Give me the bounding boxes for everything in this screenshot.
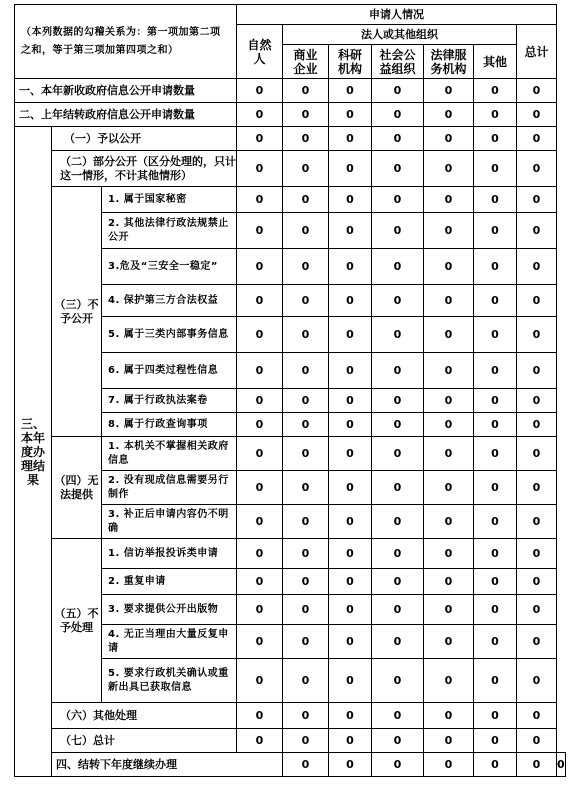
value-cell: 0	[283, 187, 329, 213]
value-cell: 0	[474, 505, 517, 539]
value-cell: 0	[329, 353, 372, 389]
natural-person-header: 自然人	[237, 25, 283, 79]
value-cell: 0	[517, 317, 557, 353]
row-label: 7. 属于行政执法案卷	[102, 389, 237, 413]
value-cell: 0	[237, 151, 283, 187]
value-cell: 0	[517, 413, 557, 437]
value-cell: 0	[329, 659, 372, 703]
value-cell: 0	[424, 437, 474, 471]
value-cell: 0	[329, 471, 372, 505]
value-cell: 0	[283, 79, 329, 103]
value-cell: 0	[283, 285, 329, 317]
value-cell: 0	[372, 353, 424, 389]
value-cell: 0	[329, 127, 372, 151]
value-cell: 0	[424, 625, 474, 659]
value-cell: 0	[283, 703, 329, 729]
row-label: 8. 属于行政查询事项	[102, 413, 237, 437]
value-cell: 0	[372, 659, 424, 703]
value-cell: 0	[474, 569, 517, 595]
value-cell: 0	[372, 389, 424, 413]
value-cell: 0	[372, 249, 424, 285]
row-label: 3. 要求提供公开出版物	[102, 595, 237, 625]
value-cell: 0	[283, 103, 329, 127]
value-cell: 0	[329, 625, 372, 659]
value-cell: 0	[474, 353, 517, 389]
value-cell: 0	[329, 413, 372, 437]
row-label: 2. 其他法律行政法规禁止公开	[102, 213, 237, 249]
value-cell: 0	[237, 539, 283, 569]
value-cell: 0	[517, 103, 557, 127]
row-label: 5. 属于三类内部事务信息	[102, 317, 237, 353]
value-cell: 0	[237, 729, 283, 753]
value-cell: 0	[424, 249, 474, 285]
value-cell: 0	[329, 595, 372, 625]
value-cell: 0	[474, 127, 517, 151]
value-cell: 0	[424, 539, 474, 569]
value-cell: 0	[517, 753, 557, 777]
value-cell: 0	[329, 753, 372, 777]
value-cell: 0	[424, 595, 474, 625]
row-label: 4. 无正当理由大量反复申请	[102, 625, 237, 659]
value-cell: 0	[517, 471, 557, 505]
value-cell: 0	[237, 389, 283, 413]
value-cell: 0	[517, 187, 557, 213]
value-cell: 0	[283, 471, 329, 505]
value-cell: 0	[237, 437, 283, 471]
value-cell: 0	[329, 317, 372, 353]
row-label: 二、上年结转政府信息公开申请数量	[15, 103, 237, 127]
value-cell: 0	[424, 569, 474, 595]
value-cell: 0	[283, 505, 329, 539]
value-cell: 0	[424, 151, 474, 187]
value-cell: 0	[237, 625, 283, 659]
row-label: 一、本年新收政府信息公开申请数量	[15, 79, 237, 103]
value-cell: 0	[283, 659, 329, 703]
row-label: 3.危及“三安全一稳定”	[102, 249, 237, 285]
value-cell: 0	[237, 569, 283, 595]
value-cell: 0	[474, 625, 517, 659]
value-cell: 0	[237, 595, 283, 625]
value-cell: 0	[474, 595, 517, 625]
header-note: （本列数据的勾稽关系为：第一项加第二项之和，等于第三项加第四项之和）	[15, 5, 237, 79]
gov-info-disclosure-table	[14, 4, 566, 777]
value-cell: 0	[424, 505, 474, 539]
value-cell: 0	[474, 539, 517, 569]
value-cell: 0	[424, 413, 474, 437]
value-cell: 0	[237, 79, 283, 103]
value-cell: 0	[372, 729, 424, 753]
row-label: （七）总计	[52, 729, 237, 753]
value-cell: 0	[372, 595, 424, 625]
value-cell: 0	[474, 753, 517, 777]
value-cell: 0	[424, 389, 474, 413]
value-cell: 0	[329, 539, 372, 569]
value-cell: 0	[424, 729, 474, 753]
value-cell: 0	[283, 595, 329, 625]
row-label: 四、结转下年度继续办理	[52, 753, 283, 777]
value-cell: 0	[329, 703, 372, 729]
value-cell: 0	[517, 625, 557, 659]
commercial-header: 商业企业	[283, 45, 329, 79]
value-cell: 0	[372, 505, 424, 539]
value-cell: 0	[283, 213, 329, 249]
value-cell: 0	[283, 753, 329, 777]
value-cell: 0	[474, 317, 517, 353]
row-label: 1. 信访举报投诉类申请	[102, 539, 237, 569]
value-cell: 0	[237, 317, 283, 353]
value-cell: 0	[424, 753, 474, 777]
value-cell: 0	[372, 213, 424, 249]
value-cell: 0	[372, 127, 424, 151]
value-cell: 0	[517, 79, 557, 103]
value-cell: 0	[517, 729, 557, 753]
value-cell: 0	[329, 285, 372, 317]
row-label: 6. 属于四类过程性信息	[102, 353, 237, 389]
row-label: 2. 没有现成信息需要另行制作	[102, 471, 237, 505]
value-cell: 0	[283, 437, 329, 471]
value-cell: 0	[237, 703, 283, 729]
value-cell: 0	[474, 729, 517, 753]
value-cell: 0	[517, 389, 557, 413]
value-cell: 0	[424, 79, 474, 103]
value-cell: 0	[283, 539, 329, 569]
value-cell: 0	[237, 103, 283, 127]
value-cell: 0	[237, 505, 283, 539]
legal-service-header: 法律服务机构	[424, 45, 474, 79]
value-cell: 0	[557, 753, 566, 777]
value-cell: 0	[517, 703, 557, 729]
value-cell: 0	[372, 437, 424, 471]
value-cell: 0	[424, 285, 474, 317]
row-label: （六）其他处理	[52, 703, 237, 729]
value-cell: 0	[474, 659, 517, 703]
value-cell: 0	[372, 413, 424, 437]
value-cell: 0	[237, 213, 283, 249]
value-cell: 0	[329, 187, 372, 213]
value-cell: 0	[474, 413, 517, 437]
legal-group-header: 法人或其他组织	[283, 25, 517, 45]
value-cell: 0	[329, 389, 372, 413]
value-cell: 0	[474, 703, 517, 729]
value-cell: 0	[329, 79, 372, 103]
row-label: 1. 本机关不掌握相关政府信息	[102, 437, 237, 471]
value-cell: 0	[424, 213, 474, 249]
value-cell: 0	[372, 569, 424, 595]
value-cell: 0	[517, 437, 557, 471]
value-cell: 0	[237, 413, 283, 437]
value-cell: 0	[237, 249, 283, 285]
applicant-header: 申请人情况	[237, 5, 557, 25]
value-cell: 0	[424, 703, 474, 729]
value-cell: 0	[424, 187, 474, 213]
value-cell: 0	[474, 285, 517, 317]
value-cell: 0	[517, 249, 557, 285]
value-cell: 0	[283, 151, 329, 187]
value-cell: 0	[517, 151, 557, 187]
subsection-label: （四）无法提供	[52, 437, 102, 539]
value-cell: 0	[372, 103, 424, 127]
value-cell: 0	[283, 127, 329, 151]
value-cell: 0	[237, 285, 283, 317]
value-cell: 0	[517, 659, 557, 703]
value-cell: 0	[474, 471, 517, 505]
value-cell: 0	[474, 103, 517, 127]
section3-label: 三、本年度办理结果	[15, 127, 52, 777]
value-cell: 0	[424, 353, 474, 389]
row-label: 4. 保护第三方合法权益	[102, 285, 237, 317]
value-cell: 0	[517, 353, 557, 389]
value-cell: 0	[283, 353, 329, 389]
value-cell: 0	[474, 187, 517, 213]
value-cell: 0	[517, 505, 557, 539]
value-cell: 0	[517, 569, 557, 595]
total-header: 总计	[517, 25, 557, 79]
value-cell: 0	[424, 659, 474, 703]
subsection-label: （五）不予处理	[52, 539, 102, 703]
value-cell: 0	[372, 151, 424, 187]
value-cell: 0	[283, 317, 329, 353]
value-cell: 0	[517, 285, 557, 317]
value-cell: 0	[329, 729, 372, 753]
row-label: （二）部分公开（区分处理的，只计这一情形，不计其他情形）	[52, 151, 237, 187]
row-label: 1. 属于国家秘密	[102, 187, 237, 213]
value-cell: 0	[329, 213, 372, 249]
value-cell: 0	[372, 79, 424, 103]
value-cell: 0	[474, 249, 517, 285]
research-header: 科研机构	[329, 45, 372, 79]
value-cell: 0	[474, 437, 517, 471]
value-cell: 0	[283, 625, 329, 659]
value-cell: 0	[372, 285, 424, 317]
value-cell: 0	[329, 569, 372, 595]
value-cell: 0	[237, 659, 283, 703]
value-cell: 0	[372, 539, 424, 569]
row-label: 2. 重复申请	[102, 569, 237, 595]
value-cell: 0	[237, 353, 283, 389]
value-cell: 0	[372, 625, 424, 659]
value-cell: 0	[424, 103, 474, 127]
value-cell: 0	[372, 753, 424, 777]
value-cell: 0	[517, 595, 557, 625]
value-cell: 0	[517, 213, 557, 249]
value-cell: 0	[329, 151, 372, 187]
value-cell: 0	[517, 127, 557, 151]
value-cell: 0	[372, 703, 424, 729]
other-header: 其他	[474, 45, 517, 79]
value-cell: 0	[517, 539, 557, 569]
row-label: （一）予以公开	[52, 127, 237, 151]
value-cell: 0	[372, 317, 424, 353]
value-cell: 0	[474, 151, 517, 187]
value-cell: 0	[283, 249, 329, 285]
value-cell: 0	[283, 389, 329, 413]
value-cell: 0	[329, 103, 372, 127]
value-cell: 0	[424, 317, 474, 353]
value-cell: 0	[237, 127, 283, 151]
value-cell: 0	[329, 505, 372, 539]
value-cell: 0	[424, 471, 474, 505]
row-label: 5. 要求行政机关确认或重新出具已获取信息	[102, 659, 237, 703]
subsection-label: （三）不予公开	[52, 187, 102, 437]
value-cell: 0	[372, 187, 424, 213]
value-cell: 0	[237, 187, 283, 213]
value-cell: 0	[283, 729, 329, 753]
value-cell: 0	[283, 569, 329, 595]
value-cell: 0	[474, 213, 517, 249]
value-cell: 0	[329, 249, 372, 285]
value-cell: 0	[372, 471, 424, 505]
value-cell: 0	[474, 79, 517, 103]
value-cell: 0	[329, 437, 372, 471]
value-cell: 0	[474, 389, 517, 413]
row-label: 3. 补正后申请内容仍不明确	[102, 505, 237, 539]
value-cell: 0	[283, 413, 329, 437]
social-header: 社会公益组织	[372, 45, 424, 79]
value-cell: 0	[424, 127, 474, 151]
value-cell: 0	[237, 471, 283, 505]
